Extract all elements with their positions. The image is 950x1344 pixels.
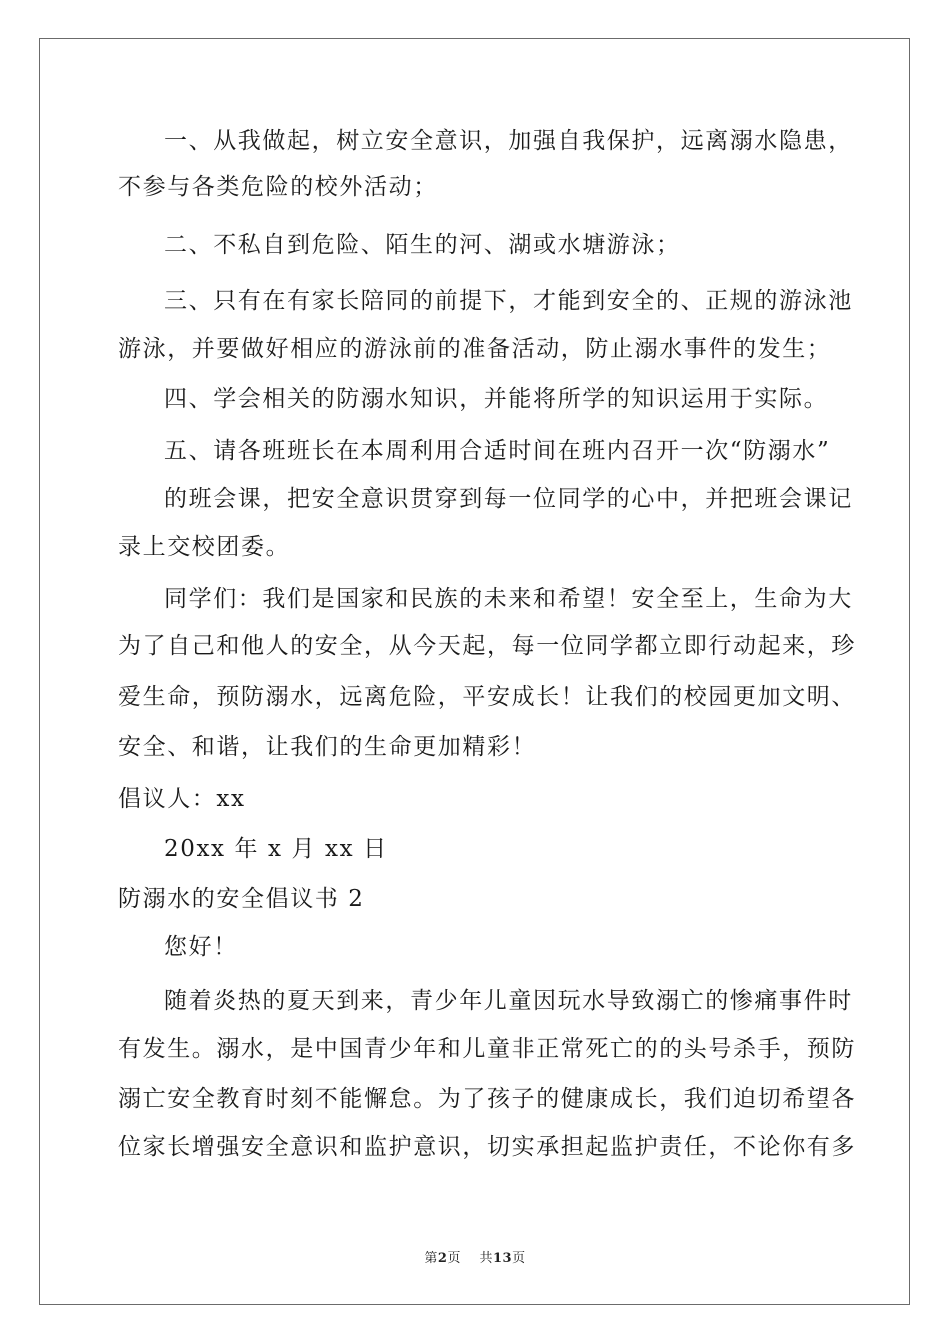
- paragraph-line: 四、学会相关的防溺水知识，并能将所学的知识运用于实际。: [164, 386, 829, 412]
- total-label-suffix: 页: [512, 1251, 526, 1266]
- paragraph-line: 随着炎热的夏天到来，青少年儿童因玩水导致溺亡的惨痛事件时: [164, 988, 853, 1014]
- paragraph-line: 不参与各类危险的校外活动；: [118, 174, 438, 200]
- page-border: [39, 38, 910, 1305]
- page-number: 2: [437, 1251, 448, 1266]
- paragraph-line: 爱生命，预防溺水，远离危险，平安成长！让我们的校园更加文明、: [118, 684, 856, 710]
- signer-line: 倡议人：xx: [118, 786, 246, 812]
- paragraph-line: 五、请各班班长在本周利用合适时间在班内召开一次“防溺水”: [164, 438, 831, 464]
- paragraph-line: 的班会课，把安全意识贯穿到每一位同学的心中，并把班会课记: [164, 486, 853, 512]
- page-footer: [0, 1247, 950, 1266]
- paragraph-line: 有发生。溺水，是中国青少年和儿童非正常死亡的的头号杀手，预防: [118, 1036, 856, 1062]
- page-label-prefix: 第: [424, 1251, 438, 1266]
- paragraph-line: 录上交校团委。: [118, 534, 291, 560]
- paragraph-line: 三、只有在有家长陪同的前提下，才能到安全的、正规的游泳池: [164, 288, 853, 314]
- paragraph-line: 位家长增强安全意识和监护意识，切实承担起监护责任，不论你有多: [118, 1134, 856, 1160]
- page-label-suffix: 页: [447, 1251, 461, 1266]
- paragraph-line: 同学们：我们是国家和民族的未来和希望！安全至上，生命为大: [164, 586, 853, 612]
- paragraph-line: 二、不私自到危险、陌生的河、湖或水塘游泳；: [164, 232, 681, 258]
- paragraph-line: 游泳，并要做好相应的游泳前的准备活动，防止溺水事件的发生；: [118, 336, 832, 362]
- section-title: 防溺水的安全倡议书 2: [118, 886, 365, 912]
- paragraph-line: 为了自己和他人的安全，从今天起，每一位同学都立即行动起来，珍: [118, 633, 856, 659]
- greeting-line: 您好！: [164, 934, 238, 960]
- paragraph-line: 安全、和谐，让我们的生命更加精彩！: [118, 734, 537, 760]
- paragraph-line: 一、从我做起，树立安全意识，加强自我保护，远离溺水隐患，: [164, 128, 853, 154]
- paragraph-line: 溺亡安全教育时刻不能懈怠。为了孩子的健康成长，我们迫切希望各: [118, 1086, 856, 1112]
- total-label-prefix: 共: [479, 1251, 493, 1266]
- total-pages: 13: [493, 1251, 513, 1266]
- date-line: 20xx 年 x 月 xx 日: [164, 836, 388, 862]
